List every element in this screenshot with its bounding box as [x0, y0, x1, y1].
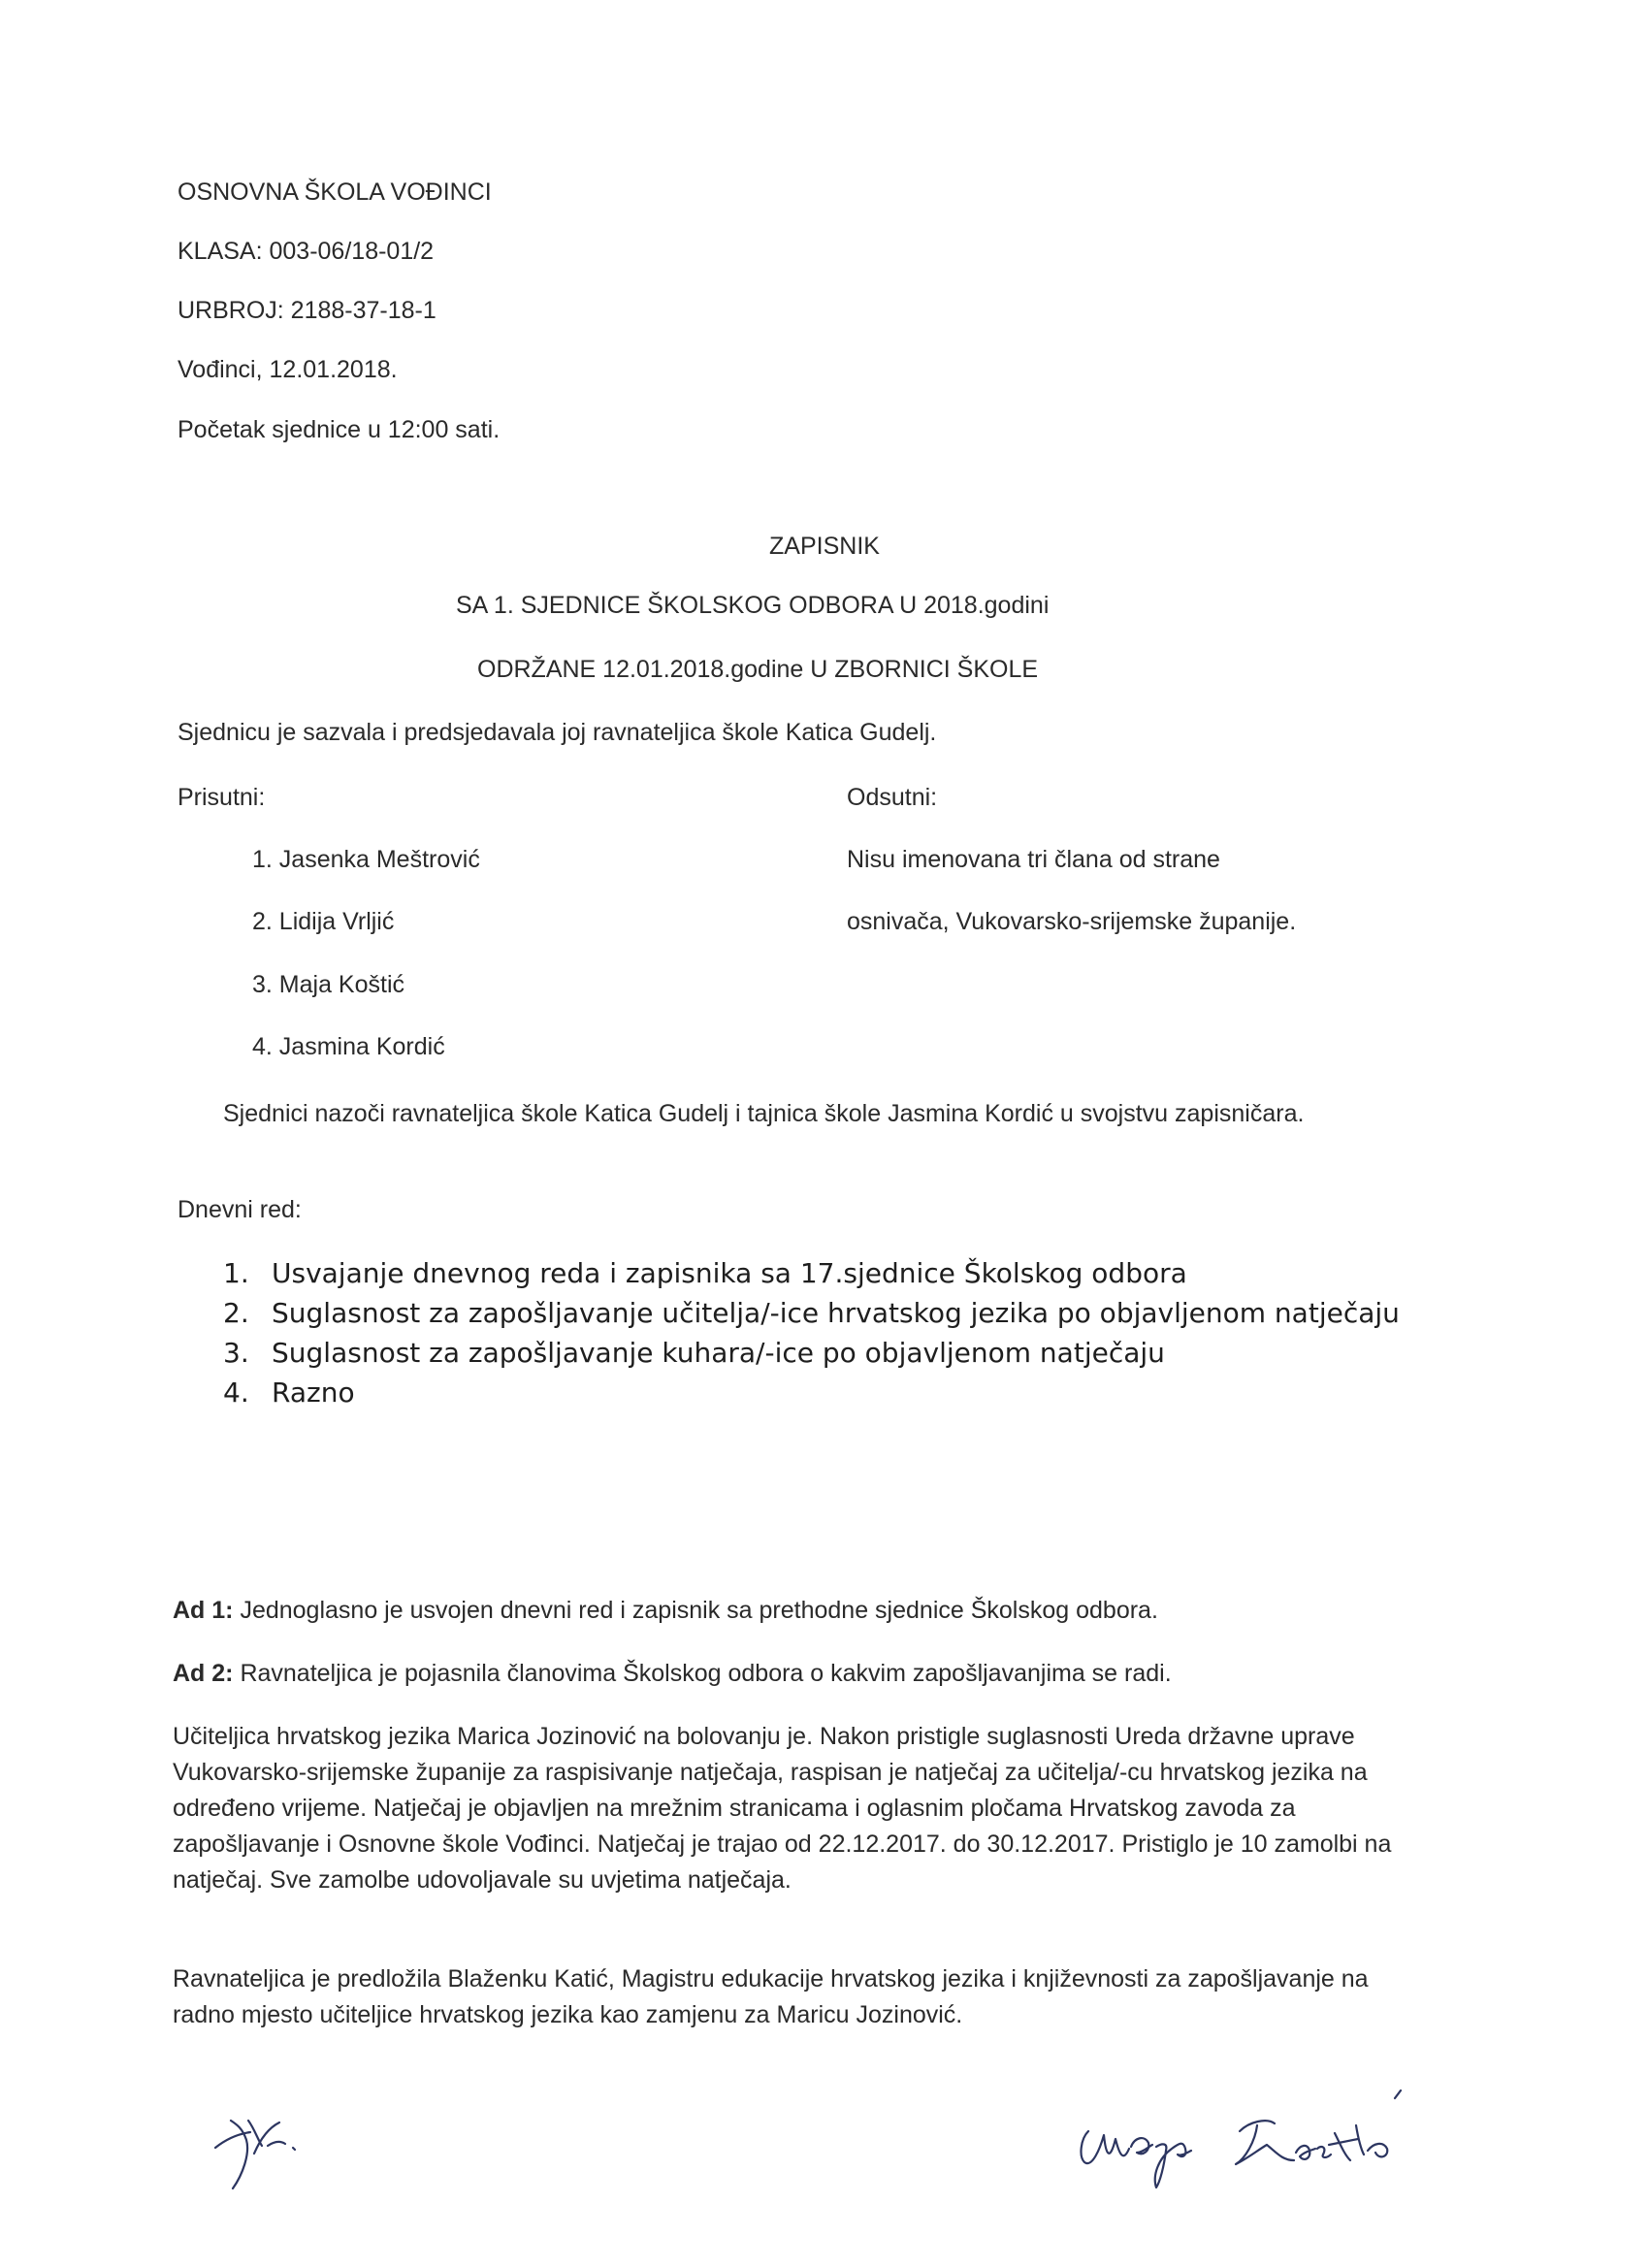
agenda-item: 3. Suglasnost za zapošljavanje kuhara/-ice po objavljenom natječaju	[223, 1337, 1165, 1369]
present-label: Prisutni:	[178, 784, 266, 811]
intro-text: Sjednicu je sazvala i predsjedavala joj ravnateljica škole Katica Gudelj.	[178, 719, 937, 746]
ad2-text: Ravnateljica je pojasnila članovima Školskog odbora o kakvim zapošljavanjima se radi.	[233, 1660, 1172, 1687]
attendance-note: Sjednici nazoči ravnateljica škole Katica Gudelj i tajnica škole Jasmina Kordić u svojstvu zapisničara.	[223, 1100, 1305, 1127]
absent-line: osnivača, Vukovarsko-srijemske županije.	[847, 908, 1297, 935]
ad1-paragraph	[173, 1596, 1158, 1625]
urbroj: URBROJ: 2188-37-18-1	[178, 297, 436, 324]
present-member: 1. Jasenka Meštrović	[252, 846, 480, 873]
title-line-3: ODRŽANE 12.01.2018.godine U ZBORNICI ŠKOLE	[477, 656, 1039, 683]
ad1-text: Jednoglasno je usvojen dnevni red i zapisnik sa prethodne sjednice Školskog odbora.	[233, 1597, 1158, 1624]
ad2-label: Ad 2:	[173, 1660, 234, 1687]
agenda-item: 2. Suglasnost za zapošljavanje učitelja/-ice hrvatskog jezika po objavljenom natječaju	[223, 1297, 1400, 1329]
agenda-list	[223, 1253, 1400, 1412]
start-time: Početak sjednice u 12:00 sati.	[178, 416, 501, 443]
document-title: ZAPISNIK	[769, 533, 880, 560]
present-member: 2. Lidija Vrljić	[252, 908, 395, 935]
ad1-label: Ad 1:	[173, 1597, 234, 1624]
place-date: Vođinci, 12.01.2018.	[178, 356, 398, 383]
body-paragraph-1: Učiteljica hrvatskog jezika Marica Jozinović na bolovanju je. Nakon pristigle suglasnosti Ureda državne uprave Vukovarsko-srijemske županije za raspisivanje natječaja, raspisan je natječaj za učitelja/-cu hrvatskog jezika na određeno vrijeme. Natječaj je objavljen na mrežnim stranicama i oglasnim pločama Hrvatskog zavoda za zapošljavanje i Osnovne škole Vođinci. Natječaj je trajao od 22.12.2017. do 30.12.2017. Pristiglo je 10 zamolbi na natječaj. Sve zamolbe udovoljavale su uvjetima natječaja.	[173, 1723, 1392, 1894]
absent-line: Nisu imenovana tri člana od strane	[847, 846, 1220, 873]
present-member: 4. Jasmina Kordić	[252, 1033, 445, 1060]
title-line-2: SA 1. SJEDNICE ŠKOLSKOG ODBORA U 2018.godini	[456, 592, 1050, 619]
school-name: OSNOVNA ŠKOLA VOĐINCI	[178, 178, 492, 206]
present-member: 3. Maja Koštić	[252, 971, 405, 998]
agenda-item: 1. Usvajanje dnevnog reda i zapisnika sa 17.sjednice Školskog odbora	[223, 1257, 1187, 1289]
signature-maja-kostic	[1067, 2081, 1416, 2192]
agenda-item: 4. Razno	[223, 1377, 355, 1409]
absent-label: Odsutni:	[847, 784, 938, 811]
body-paragraph-2: Ravnateljica je predložila Blaženku Katić, Magistru edukacije hrvatskog jezika i književnosti za zapošljavanje na radno mjesto učiteljice hrvatskog jezika kao zamjenu za Maricu Jozinović.	[173, 1965, 1369, 2028]
signature-initials-left	[204, 2095, 310, 2202]
agenda-label: Dnevni red:	[178, 1196, 302, 1223]
klasa: KLASA: 003-06/18-01/2	[178, 238, 435, 265]
ad2-paragraph	[173, 1659, 1172, 1688]
